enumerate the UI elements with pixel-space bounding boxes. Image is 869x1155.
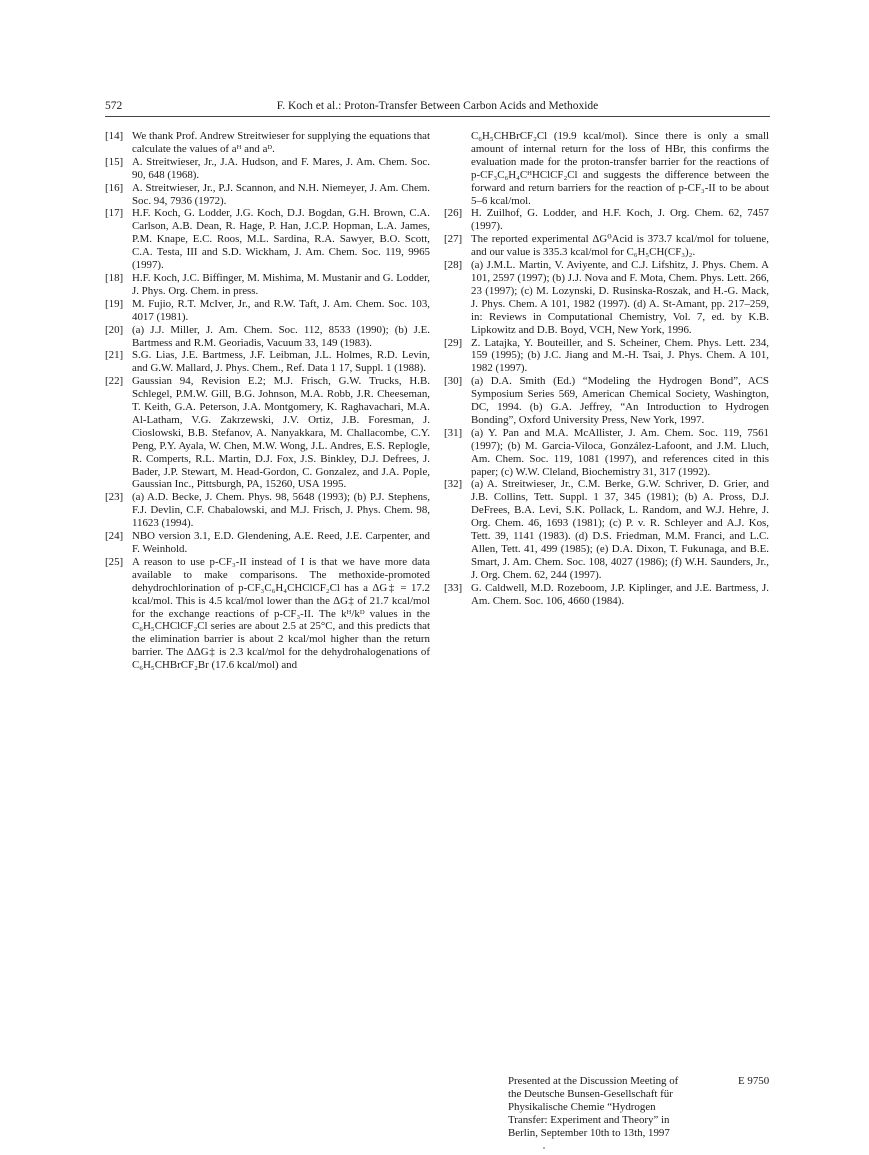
reference-text: A. Streitwieser, Jr., J.A. Hudson, and F. Mares, J. Am. Chem. Soc. 90, 648 (1968).	[132, 155, 430, 181]
reference-item	[105, 491, 430, 530]
reference-item	[105, 207, 430, 272]
reference-number: [17]	[105, 207, 124, 220]
reference-number: [31]	[444, 426, 463, 439]
reference-item	[105, 556, 430, 672]
running-title: F. Koch et al.: Proton-Transfer Between Carbon Acids and Methoxide	[276, 100, 599, 112]
reference-number: [27]	[444, 233, 463, 246]
presentation-note-text: Presented at the Discussion Meeting of the Deutsche Bunsen-Gesellschaft für Physikalische Chemie “Hydrogen Transfer: Experiment and Theory” in Berlin, September 10th to 13th, 1997	[508, 1075, 679, 1139]
reference-item	[444, 233, 769, 259]
reference-number: [21]	[105, 349, 124, 362]
reference-number: [26]	[444, 207, 463, 220]
reference-text: Gaussian 94, Revision E.2; M.J. Frisch, G.W. Trucks, H.B. Schlegel, P.M.W. Gill, B.G. Johnson, M.A. Robb, J.R. Cheeseman, T. Keith, G.A. Peterson, J.A. Montgomery, K. Raghavachari, M.A. Al-Latham, V.G. Zakrzewski, J.V. Ortiz, J.B. Foresman, J. Cioslowski, B.B. Stefanov, A. Nanyakkara, M. Challacombe, C.Y. Peng, P.Y. Ayala, W. Chen, M.W. Wong, J.L. Andres, E.S. Replogle, R. Comperts, R.L. Martin, D.J. Fox, J.S. Binkley, D.J. Defrees, J. Bader, J.P. Stewart, M. Head-Gordon, C. Gonzalez, and J.A. Pople, Gaussian Inc., Pittsburgh, PA, 15260, USA 1995.	[132, 375, 430, 491]
reference-item	[444, 427, 769, 479]
reference-text: H.F. Koch, J.C. Biffinger, M. Mishima, M. Mustanir and G. Lodder, J. Phys. Org. Chem. in press.	[132, 271, 430, 297]
reference-item	[105, 156, 430, 182]
reference-text: The reported experimental ΔG⁰Acid is 373.7 kcal/mol for toluene, and our value is 335.3 kcal/mol for C₆H₅CH(CF₃)₂.	[471, 233, 769, 259]
page-number: 572	[105, 100, 123, 112]
reference-text: Z. Latajka, Y. Bouteiller, and S. Scheiner, Chem. Phys. Lett. 234, 159 (1995); (b) J.C. Jiang and M.-H. Tsai, J. Phys. Chem. A 101, 1982 (1997).	[471, 336, 769, 375]
reference-item	[444, 259, 769, 336]
reference-text: (a) J.J. Miller, J. Am. Chem. Soc. 112, 8533 (1990); (b) J.E. Bartmess and R.M. Georiadis, Vacuum 33, 149 (1983).	[132, 323, 430, 349]
reference-item	[105, 375, 430, 491]
reference-number: [23]	[105, 491, 124, 504]
reference-continuation: C₆H₅CHBrCF₂Cl (19.9 kcal/mol). Since there is only a small amount of internal return for the loss of HBr, this confirms the evaluation made for the proton-transfer barrier for the reactions of p-CF₃C₆H₄CᴴHClCF₂Cl and suggests the difference between the forward and return barriers for the reaction of p-CF₃-II to be about 5–6 kcal/mol.	[471, 130, 769, 207]
reference-number: [18]	[105, 271, 124, 284]
reference-text: H.F. Koch, G. Lodder, J.G. Koch, D.J. Bogdan, G.H. Brown, C.A. Carlson, A.B. Dean, R. Hage, P. Han, J.C.P. Hopman, L.A. James, P.M. Knape, E.C. Roos, M.L. Sardina, R.A. Sawyer, B.O. Scott, C.A. Testa, III and S.D. Wickham, J. Am. Chem. Soc. 119, 9965 (1997).	[132, 207, 430, 272]
reference-number: [32]	[444, 478, 463, 491]
reference-text: H. Zuilhof, G. Lodder, and H.F. Koch, J. Org. Chem. 62, 7457 (1997).	[471, 207, 769, 233]
reference-item	[105, 298, 430, 324]
reference-text: (a) Y. Pan and M.A. McAllister, J. Am. Chem. Soc. 119, 7561 (1997); (b) M. Garcia-Viloca, González-Lafoont, and J.M. Lluch, Am. Chem. Soc. 119, 1081 (1997), and references cited in this paper; (c) W.W. Cleland, Biochemistry 31, 317 (1992).	[471, 426, 769, 478]
references-right-column	[444, 130, 769, 608]
reference-item	[105, 530, 430, 556]
reference-text: NBO version 3.1, E.D. Glendening, A.E. Reed, J.E. Carpenter, and F. Weinhold.	[132, 530, 430, 555]
reference-text: We thank Prof. Andrew Streitwieser for supplying the equations that calculate the values of aᴴ and aᴰ.	[132, 130, 430, 155]
reference-text: A reason to use p-CF₃-II instead of I is that we have more data available to make comparisons. The methoxide-promoted dehydrochlorination of p-CF₃C₆H₄CHClCF₂Cl has a ΔG‡ = 17.2 kcal/mol. This is 4.5 kcal/mol lower than the ΔG‡ of 21.7 kcal/mol for the exchange reactions of p-CF₃-II. The kᴴ/kᴰ values in the C₆H₅CHClCF₂Cl series are about 2.5 at 25°C, and this predicts that the elimination barrier is about 2 kcal/mol higher than the return barrier. The ΔΔG‡ is 2.3 kcal/mol for the dehydrohalogenations of C₆H₅CHBrCF₂Br (17.6 kcal/mol) and	[132, 555, 430, 672]
page-header	[105, 100, 770, 117]
manuscript-code: E 9750	[738, 1075, 770, 1087]
reference-item	[105, 272, 430, 298]
scan-speck	[543, 1147, 545, 1149]
reference-text: S.G. Lias, J.E. Bartmess, J.F. Leibman, J.L. Holmes, R.D. Levin, and G.W. Mallard, J. Phys. Chem., Ref. Data 1 17, Suppl. 1 (1988).	[132, 349, 430, 375]
references-left-column	[105, 130, 430, 672]
reference-text: A. Streitwieser, Jr., P.J. Scannon, and N.H. Niemeyer, J. Am. Chem. Soc. 94, 7936 (1972).	[132, 181, 430, 207]
reference-number: [16]	[105, 181, 124, 194]
reference-text: G. Caldwell, M.D. Rozeboom, J.P. Kiplinger, and J.E. Bartmess, J. Am. Chem. Soc. 106, 4660 (1984).	[471, 581, 769, 607]
reference-item	[444, 582, 769, 608]
reference-item	[105, 130, 430, 156]
reference-number: [24]	[105, 530, 124, 543]
reference-text: (a) D.A. Smith (Ed.) “Modeling the Hydrogen Bond”, ACS Symposium Series 569, American Chemical Society, Washington, DC, 1994. (b) G.A. Jeffrey, “An Introduction to Hydrogen Bonding”, Oxford University Press, New York, 1997.	[471, 375, 769, 426]
reference-text: M. Fujio, R.T. McIver, Jr., and R.W. Taft, J. Am. Chem. Soc. 103, 4017 (1981).	[132, 297, 430, 323]
reference-item	[444, 375, 769, 427]
reference-item	[105, 349, 430, 375]
reference-text: (a) A.D. Becke, J. Chem. Phys. 98, 5648 (1993); (b) P.J. Stephens, F.J. Devlin, C.F. Chabalowski, and M.J. Frisch, J. Phys. Chem. 98, 11623 (1994).	[132, 491, 430, 530]
reference-number: [29]	[444, 336, 463, 349]
reference-item	[444, 337, 769, 376]
reference-number: [33]	[444, 581, 463, 594]
reference-text: (a) A. Streitwieser, Jr., C.M. Berke, G.W. Schriver, D. Grier, and J.B. Collins, Tett. Suppl. 1 37, 345 (1981); (b) A. Pross, D.J. DeFrees, B.A. Levi, S.K. Pollack, L. Random, and W.J. Hehre, J. Org. Chem. 46, 1693 (1981); (c) P. v. R. Schleyer and A.J. Kos, Tett. 39, 1141 (1983). (d) D.S. Friedman, M.M. Franci, and L.C. Allen, Tett. 41, 499 (1985); (e) D.A. Dixon, T. Fukunaga, and B.E. Smart, J. Am. Chem. Soc. 108, 4027 (1986); (f) W.H. Saunders, Jr., J. Org. Chem. 62, 244 (1997).	[471, 478, 769, 581]
reference-number: [14]	[105, 130, 124, 142]
reference-number: [22]	[105, 375, 124, 388]
reference-number: [25]	[105, 555, 124, 568]
reference-number: [15]	[105, 155, 124, 168]
reference-item	[105, 182, 430, 208]
reference-text: (a) J.M.L. Martin, V. Aviyente, and C.J. Lifshitz, J. Phys. Chem. A 101, 2597 (1997); (b) J.J. Nova and F. Mota, Chem. Phys. Lett. 266, 23 (1997); (c) M. Lozynski, D. Rusinska-Roszak, and H.-G. Mack, J. Phys. Chem. A 101, 1982 (1997). (d) A. St-Amant, pp. 217–259, in: Reviews in Computational Chemistry, Vol. 7, ed. by K.B. Lipkowitz and D.B. Boyd, VCH, New York, 1996.	[471, 259, 769, 336]
reference-item	[444, 478, 769, 581]
reference-number: [30]	[444, 375, 463, 388]
reference-item	[444, 207, 769, 233]
reference-item	[105, 324, 430, 350]
reference-number: [19]	[105, 297, 124, 310]
reference-number: [20]	[105, 323, 124, 336]
reference-number: [28]	[444, 259, 463, 272]
